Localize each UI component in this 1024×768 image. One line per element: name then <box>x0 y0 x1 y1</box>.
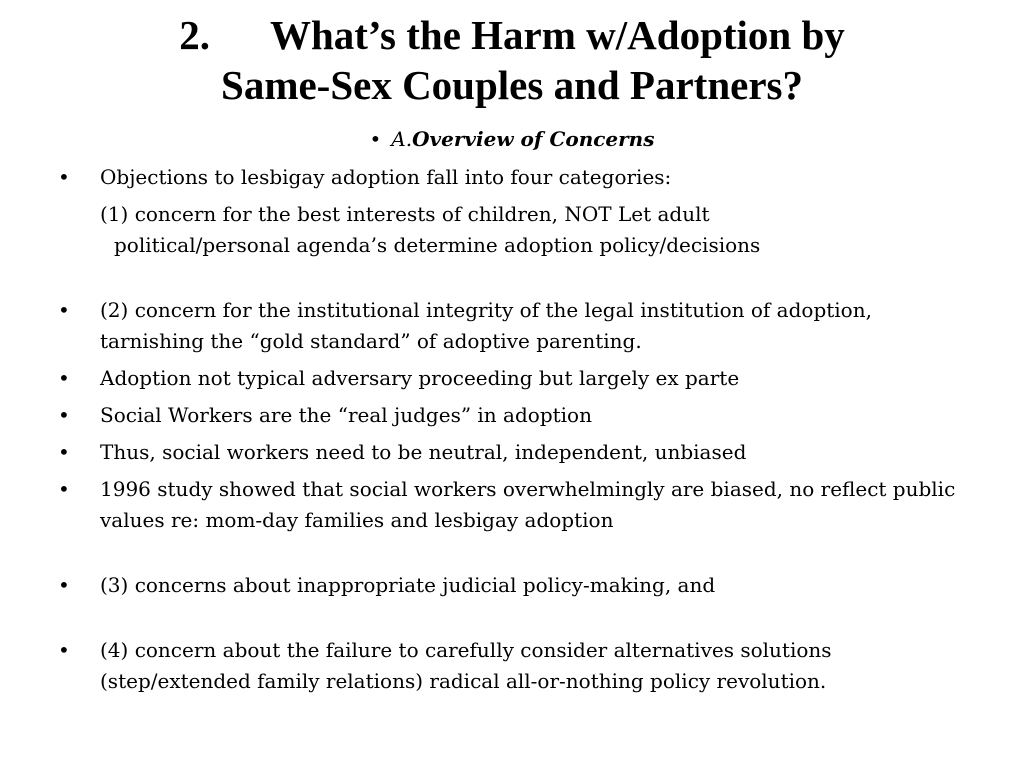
bullet-list <box>56 162 976 697</box>
list-item-text: Objections to lesbigay adoption fall into four categories: <box>100 165 672 189</box>
bullet-icon: • <box>58 477 70 501</box>
list-item-text: Adoption not typical adversary proceeding but largely ex parte <box>100 366 740 390</box>
title-line-2: Same-Sex Couples and Partners? <box>221 62 803 108</box>
bullet-icon: • <box>58 366 70 390</box>
title-line-1-text: What’s the Harm w/Adoption by <box>269 12 845 58</box>
subtitle-text: Overview of Concerns <box>412 127 655 151</box>
list-item <box>56 474 976 536</box>
subtitle-prefix: A. <box>391 127 413 151</box>
sub-item <box>56 199 976 261</box>
sub-item-line-2: political/personal agenda’s determine adoption policy/decisions <box>114 233 761 257</box>
sub-item-line-1: (1) concern for the best interests of children, NOT Let adult <box>100 202 710 226</box>
list-item-text: (2) concern for the institutional integrity of the legal institution of adoption, tarnishing the “gold standard” of adoptive parenting. <box>100 298 872 353</box>
list-item-text: Social Workers are the “real judges” in adoption <box>100 403 592 427</box>
subtitle-bullet: • <box>369 127 382 151</box>
bullet-icon: • <box>58 440 70 464</box>
bullet-icon: • <box>58 403 70 427</box>
list-item <box>56 635 976 697</box>
list-item <box>56 162 976 193</box>
title-number: 2. <box>179 12 210 58</box>
list-item-text: (4) concern about the failure to carefully consider alternatives solutions (step/extended family relations) radical all-or-nothing policy revolution. <box>100 638 832 693</box>
list-item <box>56 437 976 468</box>
bullet-icon: • <box>58 638 70 662</box>
list-item <box>56 295 976 357</box>
list-item <box>56 400 976 431</box>
list-item <box>56 363 976 394</box>
list-item-text: (3) concerns about inappropriate judicial policy-making, and <box>100 573 716 597</box>
slide-subtitle <box>0 127 1024 151</box>
slide-title <box>0 10 1024 110</box>
title-line-1 <box>0 10 1024 60</box>
list-item <box>56 570 976 601</box>
bullet-icon: • <box>58 298 70 322</box>
list-item-text: 1996 study showed that social workers overwhelmingly are biased, no reflect public values re: mom-day families and lesbigay adoption <box>100 477 956 532</box>
bullet-icon: • <box>58 165 70 189</box>
bullet-icon: • <box>58 573 70 597</box>
list-item-text: Thus, social workers need to be neutral, independent, unbiased <box>100 440 747 464</box>
